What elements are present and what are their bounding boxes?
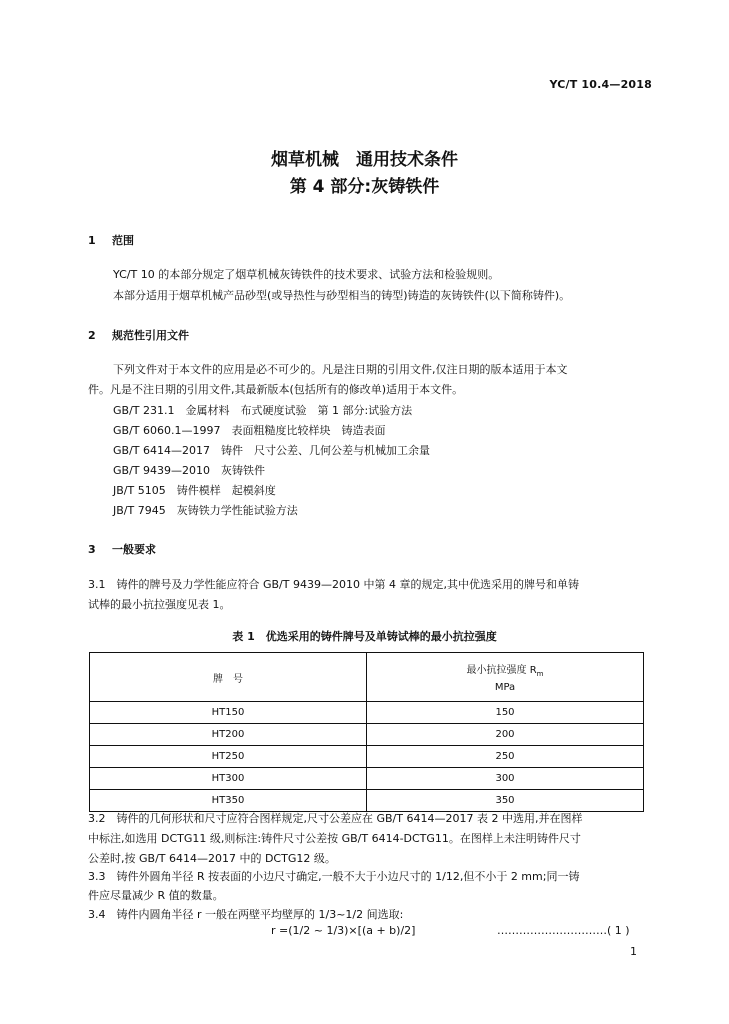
- cell-grade: HT300: [90, 768, 367, 790]
- table-row: [90, 746, 644, 768]
- document-subtitle: 第 4 部分:灰铸铁件: [289, 177, 440, 197]
- cell-strength: 300: [367, 768, 644, 790]
- strength-header-subscript: m: [536, 670, 544, 678]
- column-header-strength: [367, 653, 644, 702]
- section-heading-scope: [88, 232, 134, 248]
- section-heading-general-requirements: [88, 541, 156, 557]
- table-header-row: [90, 653, 644, 702]
- cell-strength: 150: [495, 707, 515, 718]
- section-title: 规范性引用文件: [112, 329, 189, 342]
- section-number: 3: [88, 543, 96, 556]
- cell-grade: HT150: [90, 702, 367, 724]
- formula-expression: r =(1/2 ~ 1/3)×[(a + b)/2]: [271, 924, 416, 937]
- table-row: [90, 702, 644, 724]
- reference-item: GB/T 231.1 金属材料 布式硬度试验 第 1 部分:试验方法: [113, 404, 413, 417]
- table-caption: 表 1 优选采用的铸件牌号及单铸试棒的最小抗拉强度: [232, 630, 497, 643]
- page-number: 1: [630, 945, 637, 958]
- section-number: 2: [88, 329, 96, 342]
- grade-strength-table: [89, 652, 644, 812]
- formula-number: …………………………( 1 ): [497, 924, 630, 937]
- table-row: [90, 724, 644, 746]
- section-title: 一般要求: [112, 543, 156, 556]
- clause-3-1-line: 3.1 铸件的牌号及力学性能应符合 GB/T 9439—2010 中第 4 章的规定,其中优选采用的牌号和单铸: [88, 578, 579, 591]
- cell-strength: 350: [367, 790, 644, 812]
- clause-3-2-line: 3.2 铸件的几何形状和尺寸应符合图样规定,尺寸公差应在 GB/T 6414—2017 表 2 中选用,并在图样: [88, 812, 583, 825]
- table-row: [90, 790, 644, 812]
- section-title: 范围: [112, 234, 134, 247]
- document-number: YC/T 10.4—2018: [549, 78, 652, 91]
- section-heading-normative-references: [88, 327, 189, 343]
- formula-1: [271, 924, 630, 937]
- paragraph-line: 本部分适用于烟草机械产品砂型(或导热性与砂型相当的铸型)铸造的灰铸铁件(以下简称铸件)。: [113, 289, 571, 302]
- reference-item: JB/T 7945 灰铸铁力学性能试验方法: [113, 504, 298, 517]
- cell-grade: HT200: [90, 724, 367, 746]
- clause-3-3-line: 件应尽量减少 R 值的数量。: [88, 889, 224, 902]
- column-header-grade: 牌 号: [90, 653, 367, 702]
- reference-item: JB/T 5105 铸件模样 起模斜度: [113, 484, 276, 497]
- document-title: 烟草机械 通用技术条件: [271, 150, 458, 170]
- cell-strength: 250: [367, 746, 644, 768]
- section-number: 1: [88, 234, 96, 247]
- cell-grade: HT250: [90, 746, 367, 768]
- clause-3-1-line: 试棒的最小抗拉强度见表 1。: [88, 598, 231, 611]
- paragraph-line: YC/T 10 的本部分规定了烟草机械灰铸铁件的技术要求、试验方法和检验规则。: [113, 268, 500, 281]
- clause-3-2-line: 公差时,按 GB/T 6414—2017 中的 DCTG12 级。: [88, 852, 336, 865]
- reference-item: GB/T 6060.1—1997 表面粗糙度比较样块 铸造表面: [113, 424, 386, 437]
- paragraph-line: 件。凡是不注日期的引用文件,其最新版本(包括所有的修改单)适用于本文件。: [88, 383, 464, 396]
- cell-strength: 200: [367, 724, 644, 746]
- paragraph-line: 下列文件对于本文件的应用是必不可少的。凡是注日期的引用文件,仅注日期的版本适用于本文: [113, 363, 568, 376]
- cell-grade: HT350: [90, 790, 367, 812]
- clause-3-4-line: 3.4 铸件内圆角半径 r 一般在两壁平均壁厚的 1/3~1/2 间选取:: [88, 908, 404, 921]
- clause-3-3-line: 3.3 铸件外圆角半径 R 按表面的小边尺寸确定,一般不大于小边尺寸的 1/12,但不小于 2 mm;同一铸: [88, 870, 580, 883]
- reference-item: GB/T 6414—2017 铸件 尺寸公差、几何公差与机械加工余量: [113, 444, 430, 457]
- strength-header-unit: MPa: [494, 682, 516, 693]
- reference-item: GB/T 9439—2010 灰铸铁件: [113, 464, 265, 477]
- table-row: [90, 768, 644, 790]
- clause-3-2-line: 中标注,如选用 DCTG11 级,则标注:铸件尺寸公差按 GB/T 6414-DCTG11。在图样上未注明铸件尺寸: [88, 832, 581, 845]
- strength-header-label: 最小抗拉强度 R: [466, 665, 537, 676]
